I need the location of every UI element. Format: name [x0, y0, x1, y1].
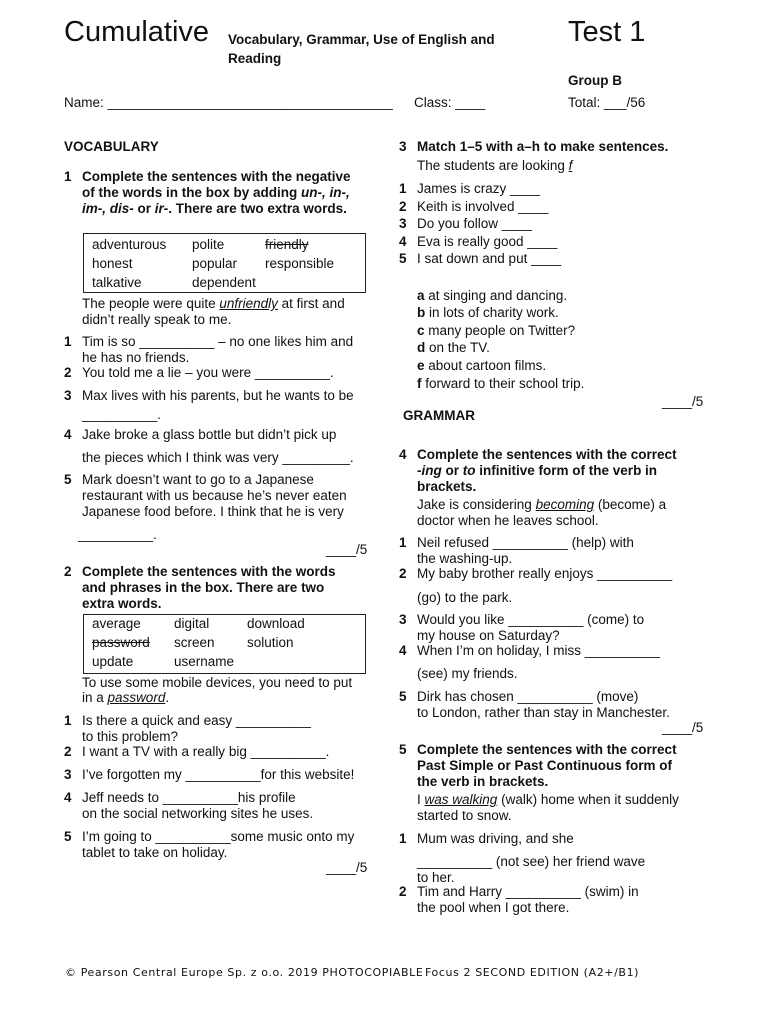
- option-letter: d: [417, 340, 426, 355]
- subtitle-line-2: Reading: [228, 51, 282, 66]
- exercise-2-instruction-line-3: extra words.: [82, 596, 162, 611]
- example-answer: unfriendly: [219, 296, 278, 311]
- question-text: When I’m on holiday, I miss __________: [417, 643, 660, 658]
- option-item: [417, 376, 584, 392]
- exercise-2-number: 2: [64, 564, 72, 579]
- exercise-4-instruction-line-1: Complete the sentences with the correct: [417, 447, 677, 462]
- exercise-2-instruction-line-2: and phrases in the box. There are two: [82, 580, 325, 595]
- item-number: 2: [64, 744, 72, 759]
- question-text: the pool when I got there.: [417, 900, 570, 915]
- example-answer: becoming: [535, 497, 595, 512]
- question-text: my house on Saturday?: [417, 628, 560, 643]
- example-text: (become) a: [597, 497, 667, 512]
- question-text: Tim and Harry __________ (swim) in: [417, 884, 639, 899]
- word-box-item: dependent: [192, 275, 256, 290]
- option-item: [417, 323, 575, 339]
- question-text: Eva is really good ____: [417, 234, 558, 249]
- question-text: Would you like __________ (come) to: [417, 612, 645, 627]
- word-box-item: update: [92, 654, 134, 669]
- option-text: on the TV.: [429, 340, 490, 355]
- item-number: 5: [399, 689, 407, 704]
- exercise-4-example-line-2: doctor when he leaves school.: [417, 513, 599, 528]
- question-text: Neil refused __________ (help) with: [417, 535, 634, 550]
- exercise-5-instruction-line-1: Complete the sentences with the correct: [417, 742, 677, 757]
- example-text: .: [165, 690, 170, 705]
- exercise-2-instruction-line-1: Complete the sentences with the words: [82, 564, 336, 579]
- question-text: I’ve forgotten my __________for this website!: [82, 767, 355, 782]
- question-text: tablet to take on holiday.: [82, 845, 228, 860]
- vocabulary-heading: VOCABULARY: [64, 139, 159, 154]
- item-number: 4: [64, 790, 72, 805]
- exercise-1-instruction-line-1: Complete the sentences with the negative: [82, 169, 351, 184]
- item-number: 4: [64, 427, 72, 442]
- option-item: [417, 288, 567, 304]
- score-box: ____/5: [326, 542, 368, 557]
- exercise-3-example: [417, 158, 572, 174]
- option-letter: e: [417, 358, 425, 373]
- exercise-4-instruction-line-2: [417, 463, 657, 479]
- question-text: I’m going to __________some music onto my: [82, 829, 355, 844]
- word-box-item: digital: [174, 616, 210, 631]
- word-box-item: responsible: [265, 256, 335, 271]
- example-text: Jake is considering: [417, 497, 532, 512]
- question-text: (see) my friends.: [417, 666, 518, 681]
- form-to: to: [462, 463, 476, 478]
- question-text: Is there a quick and easy __________: [82, 713, 311, 728]
- item-number: 4: [399, 643, 407, 658]
- word-box-item: solution: [247, 635, 294, 650]
- exercise-1-example-line-2: didn’t really speak to me.: [82, 312, 232, 327]
- copyright-notice: © Pearson Central Europe Sp. z o.o. 2019 PHOTOCOPIABLE: [65, 966, 424, 979]
- exercise-5-example-line-2: started to snow.: [417, 808, 512, 823]
- word-box-1: [83, 233, 366, 293]
- item-number: 1: [399, 831, 407, 846]
- word-box-item-crossed: password: [92, 635, 150, 650]
- exercise-4-instruction-line-3: brackets.: [417, 479, 477, 494]
- option-item: [417, 305, 559, 321]
- exercise-1-instruction-line-2: [82, 185, 350, 201]
- item-number: 2: [64, 365, 72, 380]
- question-text: My baby brother really enjoys __________: [417, 566, 673, 581]
- example-text: at first and: [281, 296, 345, 311]
- exercise-5-instruction-line-2: Past Simple or Past Continuous form of: [417, 758, 673, 773]
- question-text: Dirk has chosen __________ (move): [417, 689, 639, 704]
- instruction-text: infinitive form of the verb in: [479, 463, 658, 478]
- exercise-1-number: 1: [64, 169, 72, 184]
- total-field: Total: ___/56: [568, 95, 646, 110]
- prefix-list: im-, dis-: [82, 201, 134, 216]
- option-text: about cartoon films.: [428, 358, 547, 373]
- prefix-list: ir-: [154, 201, 169, 216]
- example-answer: was walking: [424, 792, 498, 807]
- question-text: (go) to the park.: [417, 590, 513, 605]
- word-box-item: popular: [192, 256, 238, 271]
- exercise-5-example-line-1: [417, 792, 679, 808]
- exercise-5-instruction-line-3: the verb in brackets.: [417, 774, 549, 789]
- question-text: Jake broke a glass bottle but didn’t pick up: [82, 427, 337, 442]
- option-text: many people on Twitter?: [428, 323, 576, 338]
- question-text: to London, rather than stay in Manchester.: [417, 705, 670, 720]
- question-text: he has no friends.: [82, 350, 190, 365]
- group-label: Group B: [568, 73, 622, 88]
- exercise-4-example-line-1: [417, 497, 666, 513]
- question-text: I want a TV with a really big __________.: [82, 744, 330, 759]
- item-number: 3: [399, 612, 407, 627]
- example-text: in a: [82, 690, 104, 705]
- question-text: Do you follow ____: [417, 216, 532, 231]
- instruction-text: or: [137, 201, 152, 216]
- word-box-item: talkative: [92, 275, 142, 290]
- option-letter: c: [417, 323, 425, 338]
- question-text: Tim is so __________ – no one likes him and: [82, 334, 354, 349]
- subtitle-line-1: Vocabulary, Grammar, Use of English and: [228, 32, 495, 47]
- name-field: Name: ______________________________________: [64, 95, 393, 110]
- class-field: Class: ____: [414, 95, 486, 110]
- example-text: (walk) home when it suddenly: [501, 792, 679, 807]
- word-box-item: screen: [174, 635, 215, 650]
- option-text: at singing and dancing.: [428, 288, 568, 303]
- title-test: Test 1: [568, 16, 646, 48]
- prefix-list: un-, in-,: [301, 185, 350, 200]
- example-answer: password: [107, 690, 166, 705]
- question-text: to this problem?: [82, 729, 179, 744]
- question-text: Keith is involved ____: [417, 199, 549, 214]
- exercise-3-number: 3: [399, 139, 407, 154]
- item-number: 5: [399, 251, 407, 266]
- option-letter: f: [417, 376, 422, 391]
- item-number: 5: [64, 829, 72, 844]
- item-number: 1: [64, 334, 72, 349]
- example-answer: f: [568, 158, 573, 173]
- question-text: James is crazy ____: [417, 181, 541, 196]
- exercise-1-example-line-1: [82, 296, 345, 312]
- option-letter: b: [417, 305, 426, 320]
- question-text: the pieces which I think was very _________.: [82, 450, 354, 465]
- score-box: ____/5: [662, 394, 704, 409]
- exercise-2-example-line-2: [82, 690, 169, 706]
- word-box-item: honest: [92, 256, 133, 271]
- score-box: ____/5: [326, 860, 368, 875]
- question-text: to her.: [417, 870, 455, 885]
- item-number: 2: [399, 199, 407, 214]
- question-text: __________.: [82, 407, 161, 422]
- question-text: __________.: [78, 527, 157, 542]
- item-number: 3: [64, 388, 72, 403]
- example-text: I: [417, 792, 421, 807]
- word-box-item: download: [247, 616, 305, 631]
- question-text: Mum was driving, and she: [417, 831, 574, 846]
- question-text: You told me a lie – you were __________.: [82, 365, 334, 380]
- question-text: Max lives with his parents, but he wants to be: [82, 388, 354, 403]
- item-number: 2: [399, 884, 407, 899]
- example-text: The students are looking: [417, 158, 565, 173]
- question-text: I sat down and put ____: [417, 251, 562, 266]
- option-item: [417, 358, 546, 374]
- instruction-text: or: [445, 463, 460, 478]
- word-box-item: adventurous: [92, 237, 167, 252]
- item-number: 2: [399, 566, 407, 581]
- question-text: Jeff needs to __________his profile: [82, 790, 296, 805]
- word-box-item-crossed: friendly: [265, 237, 309, 252]
- item-number: 3: [64, 767, 72, 782]
- grammar-heading: GRAMMAR: [403, 408, 475, 423]
- option-text: forward to their school trip.: [425, 376, 585, 391]
- edition-label: Focus 2 SECOND EDITION (A2+/B1): [425, 966, 640, 979]
- word-box-item: polite: [192, 237, 225, 252]
- exercise-3-instruction: Match 1–5 with a–h to make sentences.: [417, 139, 669, 154]
- word-box-item: username: [174, 654, 235, 669]
- instruction-text: . There are two extra words.: [168, 201, 347, 216]
- instruction-text: of the words in the box by adding: [82, 185, 298, 200]
- title-cumulative: Cumulative: [64, 16, 210, 48]
- item-number: 1: [64, 713, 72, 728]
- form-ing: -ing: [417, 463, 442, 478]
- question-text: restaurant with us because he’s never eaten: [82, 488, 347, 503]
- question-text: __________ (not see) her friend wave: [417, 854, 646, 869]
- exercise-1-instruction-line-3: [82, 201, 347, 217]
- question-text: the washing-up.: [417, 551, 513, 566]
- exercise-5-number: 5: [399, 742, 407, 757]
- item-number: 1: [399, 181, 407, 196]
- question-text: Mark doesn’t want to go to a Japanese: [82, 472, 314, 487]
- option-item: [417, 340, 490, 356]
- question-text: on the social networking sites he uses.: [82, 806, 314, 821]
- score-box: ____/5: [662, 720, 704, 735]
- item-number: 4: [399, 234, 407, 249]
- exercise-2-example-line-1: To use some mobile devices, you need to put: [82, 675, 353, 690]
- question-text: Japanese food before. I think that he is very: [82, 504, 344, 519]
- item-number: 5: [64, 472, 72, 487]
- option-text: in lots of charity work.: [429, 305, 559, 320]
- option-letter: a: [417, 288, 425, 303]
- item-number: 1: [399, 535, 407, 550]
- example-text: The people were quite: [82, 296, 216, 311]
- word-box-item: average: [92, 616, 141, 631]
- item-number: 3: [399, 216, 407, 231]
- word-box-2: [83, 614, 366, 674]
- exercise-4-number: 4: [399, 447, 407, 462]
